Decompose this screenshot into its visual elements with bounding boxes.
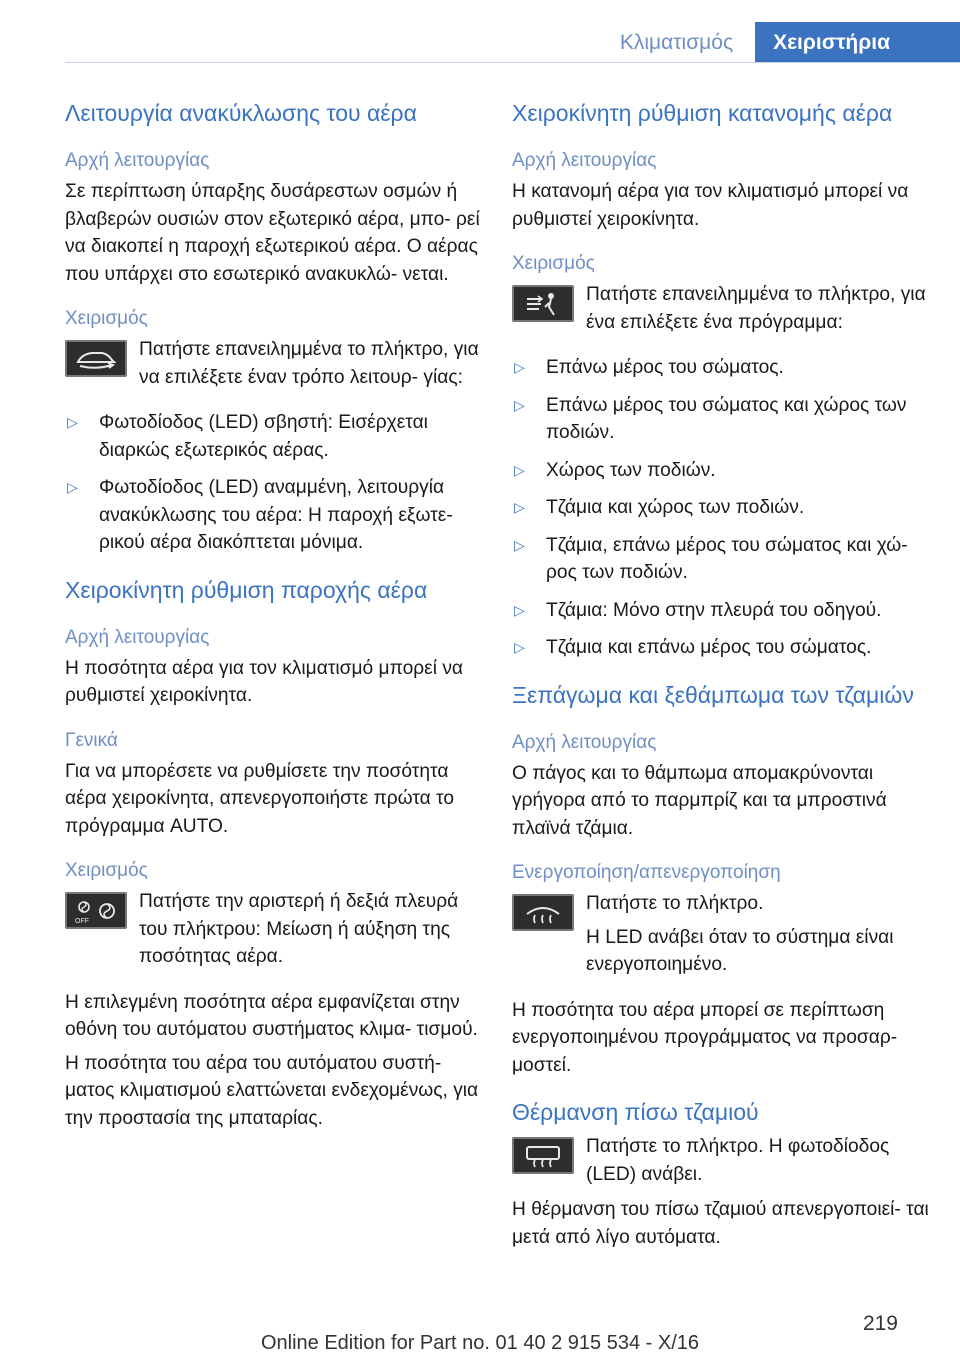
- right-column: [512, 98, 932, 1269]
- distribution-button-block: [512, 281, 932, 336]
- header-rule: [65, 62, 960, 63]
- list-item: ▷ Τζάμια και χώρος των ποδιών.: [512, 494, 932, 522]
- subheading-activation: Ενεργοποίηση/απενεργοποίηση: [512, 862, 781, 883]
- air-distribution-button-icon: [512, 285, 574, 322]
- subheading-principle: Αρχή λειτουργίας: [512, 150, 657, 171]
- subheading-general: Γενικά: [65, 729, 118, 751]
- defrost-instruction-line-1: Πατήστε το πλήκτρο.: [586, 893, 764, 914]
- list-item: ▷ Επάνω μέρος του σώματος.: [512, 354, 932, 382]
- off-label: OFF: [75, 917, 89, 925]
- recirculation-button-icon: [65, 340, 127, 377]
- defrost-instruction-line-2: Η LED ανάβει όταν το σύστημα είναι ενεργοποιημένο.: [586, 926, 894, 975]
- rear-window-button-block: [512, 1133, 932, 1188]
- paragraph-battery: Η ποσότητα του αέρα του αυτόματου συστή‐ ματος κλιματισμού ελαττώνεται ενδεχομένως, για την προστασία της μπαταρίας.: [65, 1052, 479, 1129]
- subheading-operation: Χειρισμός: [65, 860, 148, 881]
- section-title-defrost: Ξεπάγωμα και ξεθάμπωμα των τζαμιών: [512, 681, 914, 708]
- header-tabs: [598, 22, 960, 62]
- triangle-bullet-icon: ▷: [514, 461, 525, 478]
- list-item: ▷ Φωτοδίοδος (LED) σβηστή: Εισέρχεται διαρκώς εξωτερικός αέρας.: [65, 409, 483, 464]
- paragraph-principle: Ο πάγος και το θάμπωμα απομακρύνονται γρήγορα από το παρμπρίζ και τα μπροστινά πλαϊνά τζάμια.: [512, 762, 887, 839]
- paragraph-rear-window-auto-off: Η θέρμανση του πίσω τζαμιού απενεργοποιεί‐ ται μετά από λίγο αυτόματα.: [512, 1199, 929, 1248]
- paragraph-principle: Η ποσότητα αέρα για τον κλιματισμό μπορεί να ρυθμιστεί χειροκίνητα.: [65, 657, 463, 706]
- subheading-operation: Χειρισμός: [512, 253, 595, 274]
- defrost-button-block: [512, 890, 932, 979]
- section-title-air-distribution: Χειροκίνητη ρύθμιση κατανομής αέρα: [512, 100, 893, 126]
- edition-note: Online Edition for Part no. 01 40 2 915 534 - X/16: [260, 1332, 700, 1354]
- list-item: ▷ Τζάμια, επάνω μέρος του σώματος και χώ‐ ρος των ποδιών.: [512, 532, 932, 587]
- tab-climate-control[interactable]: Κλιματισμός: [598, 22, 755, 62]
- paragraph-principle: Η κατανομή αέρα για τον κλιματισμό μπορεί να ρυθμιστεί χειροκίνητα.: [512, 181, 909, 230]
- fan-button-block: [65, 888, 483, 971]
- left-column: [65, 98, 483, 1150]
- list-item: ▷ Επάνω μέρος του σώματος και χώρος των ποδιών.: [512, 392, 932, 447]
- section-title-recirculation: Λειτουργία ανακύκλωσης του αέρα: [65, 100, 417, 126]
- triangle-bullet-icon: ▷: [514, 536, 525, 553]
- triangle-bullet-icon: ▷: [67, 414, 78, 430]
- rear-window-instruction: Πατήστε το πλήκτρο. Η φωτοδίοδος (LED) ανάβει.: [586, 1136, 890, 1185]
- paragraph-general: Για να μπορέσετε να ρυθμίσετε την ποσότητα αέρα χειροκίνητα, απενεργοποιήστε πρώτα το πρόγραμμα AUTO.: [65, 760, 455, 837]
- fan-instruction: Πατήστε την αριστερή ή δεξιά πλευρά του πλήκτρου: Μείωση ή αύξηση της ποσότητας αέρα.: [139, 891, 459, 967]
- list-item: ▷ Τζάμια: Μόνο στην πλευρά του οδηγού.: [512, 597, 932, 625]
- subheading-operation: Χειρισμός: [65, 308, 148, 329]
- subheading-principle: Αρχή λειτουργίας: [65, 626, 210, 648]
- list-item: ▷ Χώρος των ποδιών.: [512, 457, 932, 485]
- triangle-bullet-icon: ▷: [514, 639, 525, 655]
- list-item: ▷ Φωτοδίοδος (LED) αναμμένη, λειτουργία ανακύκλωσης του αέρα: Η παροχή εξωτε‐ ρικού αέρα διακόπτεται μόνιμα.: [65, 474, 483, 557]
- recirculation-button-block: [65, 336, 483, 391]
- recirculation-modes-list: [65, 409, 483, 557]
- distribution-programs-list: [512, 354, 932, 662]
- triangle-bullet-icon: ▷: [514, 499, 525, 515]
- subheading-principle: Αρχή λειτουργίας: [65, 150, 210, 171]
- windshield-defrost-button-icon: [512, 894, 574, 931]
- triangle-bullet-icon: ▷: [514, 359, 525, 375]
- paragraph-air-volume-note: Η ποσότητα του αέρα μπορεί σε περίπτωση ενεργοποιημένου προγράμματος να προσαρ‐ μοστεί.: [512, 999, 898, 1076]
- defrost-instruction: [586, 890, 932, 979]
- recirculation-instruction: Πατήστε επανειλημμένα το πλήκτρο, για να επιλέξετε έναν τρόπο λειτουρ‐ γίας:: [139, 339, 479, 388]
- tab-controls[interactable]: Χειριστήρια: [755, 22, 960, 62]
- triangle-bullet-icon: ▷: [514, 601, 525, 618]
- paragraph-display: Η επιλεγμένη ποσότητα αέρα εμφανίζεται στην οθόνη του αυτόματου συστήματος κλιμα‐ τισμού.: [65, 991, 478, 1040]
- paragraph-principle: Σε περίπτωση ύπαρξης δυσάρεστων οσμών ή βλαβερών ουσιών στον εξωτερικό αέρα, μπο‐ ρεί να διακοπεί η παροχή εξωτερικού αέρα. Ο αέρας που υπάρχει στο εσωτερικό ανακυκλώ‐ νεται.: [65, 181, 480, 285]
- triangle-bullet-icon: ▷: [67, 479, 78, 495]
- distribution-instruction: Πατήστε επανειλημμένα το πλήκτρο, για ένα επιλέξετε ένα πρόγραμμα:: [586, 284, 926, 333]
- triangle-bullet-icon: ▷: [514, 396, 525, 413]
- page-number: 219: [862, 1312, 898, 1335]
- fan-speed-button-icon: [65, 892, 127, 929]
- rear-window-heating-button-icon: [512, 1137, 574, 1174]
- list-item: ▷ Τζάμια και επάνω μέρος του σώματος.: [512, 634, 932, 662]
- subheading-principle: Αρχή λειτουργίας: [512, 731, 657, 753]
- section-title-rear-window-heating: Θέρμανση πίσω τζαμιού: [512, 1099, 759, 1125]
- section-title-air-volume: Χειροκίνητη ρύθμιση παροχής αέρα: [65, 576, 428, 603]
